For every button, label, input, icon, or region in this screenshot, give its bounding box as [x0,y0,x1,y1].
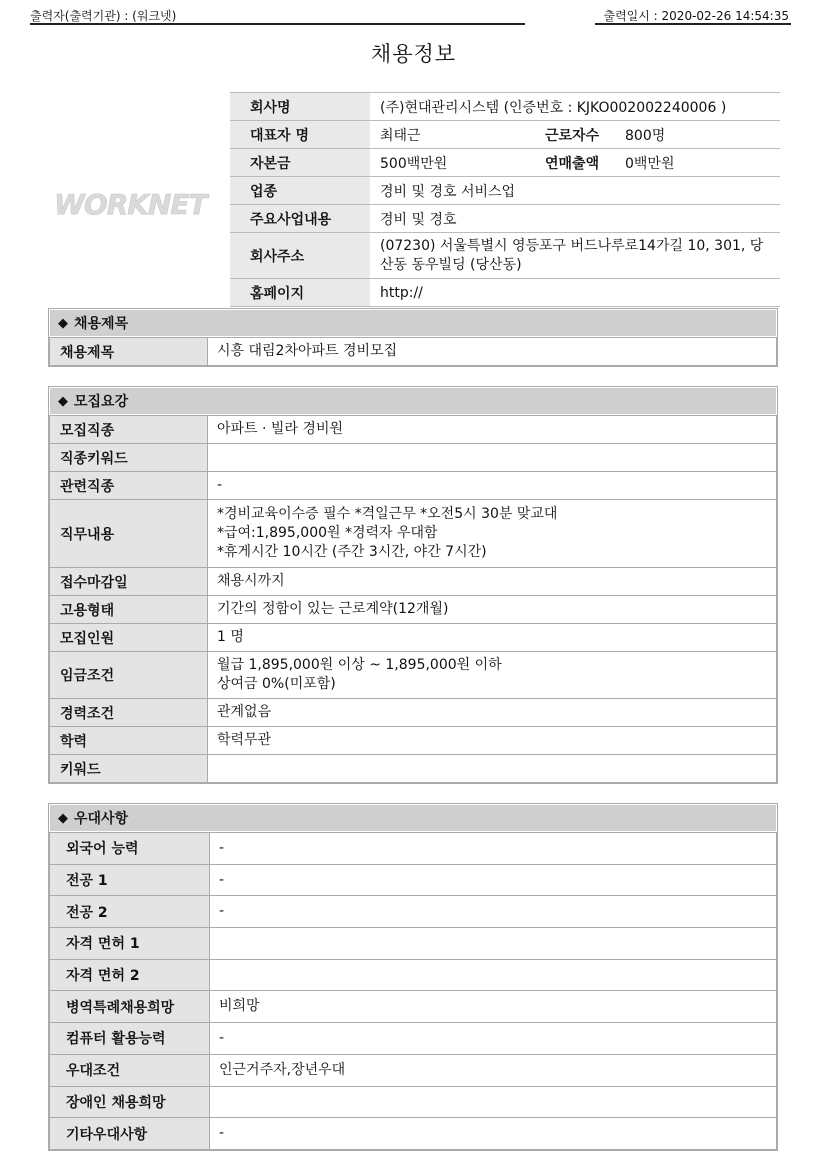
table-row [50,568,777,596]
table-row [50,991,777,1023]
header-divider [595,23,791,25]
business-row [230,205,780,233]
company-name-row [230,93,780,121]
row-label: 장애인 채용희망 [50,1086,210,1118]
industry-row [230,177,780,205]
table-row [50,755,777,783]
table-row [50,652,777,699]
row-value: 관계없음 [208,699,777,727]
row-label: 컴퓨터 활용능력 [50,1023,210,1055]
row-label: 임금조건 [50,652,208,699]
row-value-line: 상여금 0%(미포함) [217,676,336,692]
row-label: 접수마감일 [50,568,208,596]
row-value: 인근거주자,장년우대 [210,1054,777,1086]
row-value: 채용시까지 [208,568,777,596]
table-row [50,444,777,472]
row-value-line: *휴게시간 10시간 (주간 3시간, 야간 7시간) [217,544,487,560]
row-value [210,928,777,960]
table-row [50,416,777,444]
section-title: 채용제목 [74,316,129,332]
section-header [49,804,777,832]
table-row [50,1023,777,1055]
row-label: 병역특례채용희망 [50,991,210,1023]
logo-text: WORKNET [54,188,207,221]
row-value: - [210,1023,777,1055]
ceo-value: 최태근 [370,121,535,149]
company-info-table [230,92,780,307]
row-label: 키워드 [50,755,208,783]
row-label: 전공 1 [50,864,210,896]
row-value-line: *급여:1,895,000원 *경력자 우대함 [217,525,438,541]
section-title: 우대사항 [74,811,129,827]
row-value: 시흥 대림2차아파트 경비모집 [208,338,777,366]
table-row [50,833,777,865]
row-label: 학력 [50,727,208,755]
requirements-section [48,386,778,784]
address-row [230,233,780,279]
row-value: 비희망 [210,991,777,1023]
sales-value: 0백만원 [615,149,780,177]
row-value: - [210,896,777,928]
output-time-text: 출력일시 : 2020-02-26 14:54:35 [603,9,789,23]
section-header [49,387,777,415]
header-divider [30,23,525,25]
homepage-value[interactable]: http:// [370,279,780,307]
row-label: 우대조건 [50,1054,210,1086]
table-row [50,1118,777,1150]
table-row [50,1054,777,1086]
worknet-logo-graphic [50,176,210,226]
recruit-title-table [49,337,777,366]
company-name-value: (주)현대관리시스템 (인증번호 : KJKO002002240006 ) [370,93,780,121]
section-header [49,309,777,337]
row-label: 모집직종 [50,416,208,444]
row-value [210,959,777,991]
row-label: 자격 면허 2 [50,959,210,991]
table-row [50,896,777,928]
row-value: 기간의 정함이 있는 근로계약(12개월) [208,596,777,624]
row-value: 아파트 · 빌라 경비원 [208,416,777,444]
table-row [50,338,777,366]
section-title: 모집요강 [74,394,129,410]
row-value-line: *경비교육이수증 필수 *격일근무 *오전5시 30분 맞교대 [217,506,558,522]
diamond-icon: ◆ [58,315,68,331]
workers-label: 근로자수 [535,121,615,149]
row-label: 자격 면허 1 [50,928,210,960]
preferences-table [49,832,777,1150]
row-value: - [208,472,777,500]
row-value: - [210,833,777,865]
row-value: 1 명 [208,624,777,652]
capital-row [230,149,780,177]
business-label: 주요사업내용 [230,205,370,233]
industry-value: 경비 및 경호 서비스업 [370,177,780,205]
table-row [50,699,777,727]
industry-label: 업종 [230,177,370,205]
homepage-label: 홈페이지 [230,279,370,307]
row-label: 고용형태 [50,596,208,624]
row-value: - [210,1118,777,1150]
table-row [50,596,777,624]
row-value: - [210,864,777,896]
row-value [208,444,777,472]
ceo-label: 대표자 명 [230,121,370,149]
table-row [50,500,777,568]
row-label: 관련직종 [50,472,208,500]
capital-value: 500백만원 [370,149,535,177]
recruit-title-section [48,308,778,367]
row-value [208,652,777,699]
homepage-row [230,279,780,307]
worknet-logo [50,176,210,226]
row-label: 경력조건 [50,699,208,727]
table-row [50,1086,777,1118]
row-label: 외국어 능력 [50,833,210,865]
row-label: 직종키워드 [50,444,208,472]
output-by-text: 출력자(출력기관) : (워크넷) [30,9,177,23]
diamond-icon: ◆ [58,393,68,409]
ceo-row [230,121,780,149]
business-value: 경비 및 경호 [370,205,780,233]
row-label: 채용제목 [50,338,208,366]
preferences-section [48,803,778,1151]
row-label: 전공 2 [50,896,210,928]
row-label: 직무내용 [50,500,208,568]
address-label: 회사주소 [230,233,370,279]
row-value [208,500,777,568]
table-row [50,959,777,991]
sales-label: 연매출액 [535,149,615,177]
diamond-icon: ◆ [58,810,68,826]
row-value [210,1086,777,1118]
table-row [50,727,777,755]
table-row [50,472,777,500]
address-value: (07230) 서울특별시 영등포구 버드나루로14가길 10, 301, 당산동 동우빌딩 (당산동) [370,233,780,279]
row-value-line: 월급 1,895,000원 이상 ~ 1,895,000원 이하 [217,657,502,673]
capital-label: 자본금 [230,149,370,177]
table-row [50,864,777,896]
page-title: 채용정보 [370,42,457,66]
company-name-label: 회사명 [230,93,370,121]
requirements-table [49,415,777,783]
table-row [50,624,777,652]
workers-value: 800명 [615,121,780,149]
row-label: 기타우대사항 [50,1118,210,1150]
row-label: 모집인원 [50,624,208,652]
table-row [50,928,777,960]
row-value [208,755,777,783]
row-value: 학력무관 [208,727,777,755]
